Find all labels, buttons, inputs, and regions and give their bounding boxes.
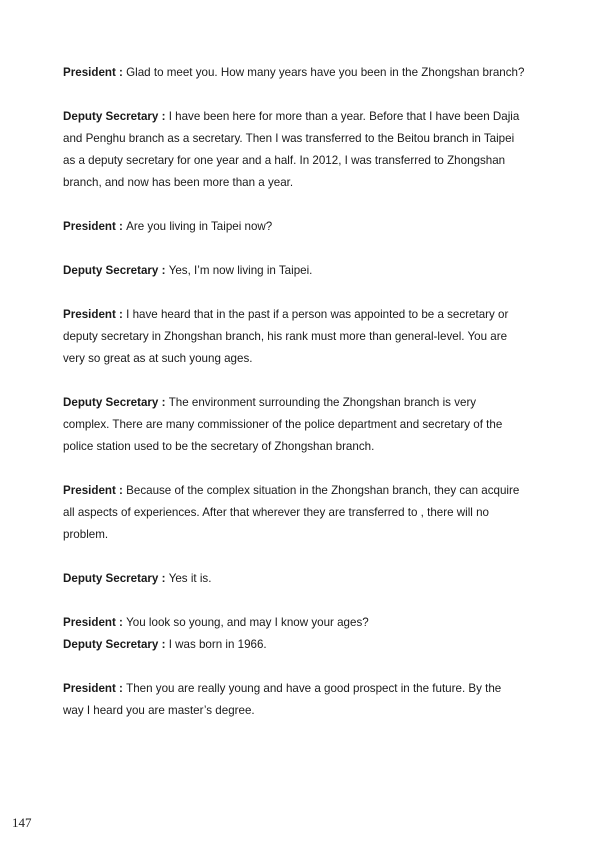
dialogue-line: [63, 216, 525, 238]
dialogue-text: Then you are really young and have a good prospect in the future. By the way I heard you are master’s degree.: [63, 682, 502, 717]
dialogue-line: [63, 260, 525, 282]
dialogue-text: Glad to meet you. How many years have you been in the Zhongshan branch?: [126, 66, 525, 79]
speaker-label: Deputy Secretary :: [63, 572, 169, 585]
dialogue-line: [63, 568, 525, 590]
dialogue-line: [63, 678, 525, 722]
speaker-label: President :: [63, 308, 127, 321]
dialogue-text: Yes it is.: [168, 572, 212, 585]
dialogue-line: [63, 634, 525, 656]
dialogue-text: The environment surrounding the Zhongshan branch is very complex. There are many commissioner of the police department and secretary of the police station used to be the secretary of Zhongshan branch.: [63, 396, 503, 453]
dialogue-line: [63, 392, 525, 458]
speaker-label: President :: [63, 616, 127, 629]
dialogue-text: You look so young, and may I know your ages?: [126, 616, 369, 629]
dialogue-line: [63, 612, 525, 634]
dialogue-text: I was born in 1966.: [168, 638, 267, 651]
speaker-label: President :: [63, 220, 127, 233]
speaker-label: President :: [63, 484, 127, 497]
speaker-label: Deputy Secretary :: [63, 110, 169, 123]
dialogue-line: [63, 480, 525, 546]
speaker-label: President :: [63, 66, 127, 79]
dialogue-text: I have been here for more than a year. Before that I have been Dajia and Penghu branch as a secretary. Then I was transferred to the Beitou branch in Taipei as a deputy secretary for one year and a half. In 2012, I was transferred to Zhongshan branch, and now has been more than a year.: [63, 110, 520, 189]
dialogue-line: [63, 62, 525, 84]
speaker-label: Deputy Secretary :: [63, 638, 169, 651]
speaker-label: Deputy Secretary :: [63, 396, 169, 409]
dialogue-text: I have heard that in the past if a person was appointed to be a secretary or deputy secretary in Zhongshan branch, his rank must more than general-level. You are very so great as at such young ages.: [63, 308, 509, 365]
dialogue-line: [63, 106, 525, 194]
dialogue-text: Are you living in Taipei now?: [126, 220, 273, 233]
dialogue-text: Yes, I’m now living in Taipei.: [168, 264, 313, 277]
dialogue-text: Because of the complex situation in the Zhongshan branch, they can acquire all aspects of experiences. After that wherever they are transferred to , there will no problem.: [63, 484, 520, 541]
dialogue-line: [63, 304, 525, 370]
dialogue-body: [63, 62, 525, 744]
speaker-label: Deputy Secretary :: [63, 264, 169, 277]
page-number: 147: [12, 815, 32, 830]
speaker-label: President :: [63, 682, 127, 695]
